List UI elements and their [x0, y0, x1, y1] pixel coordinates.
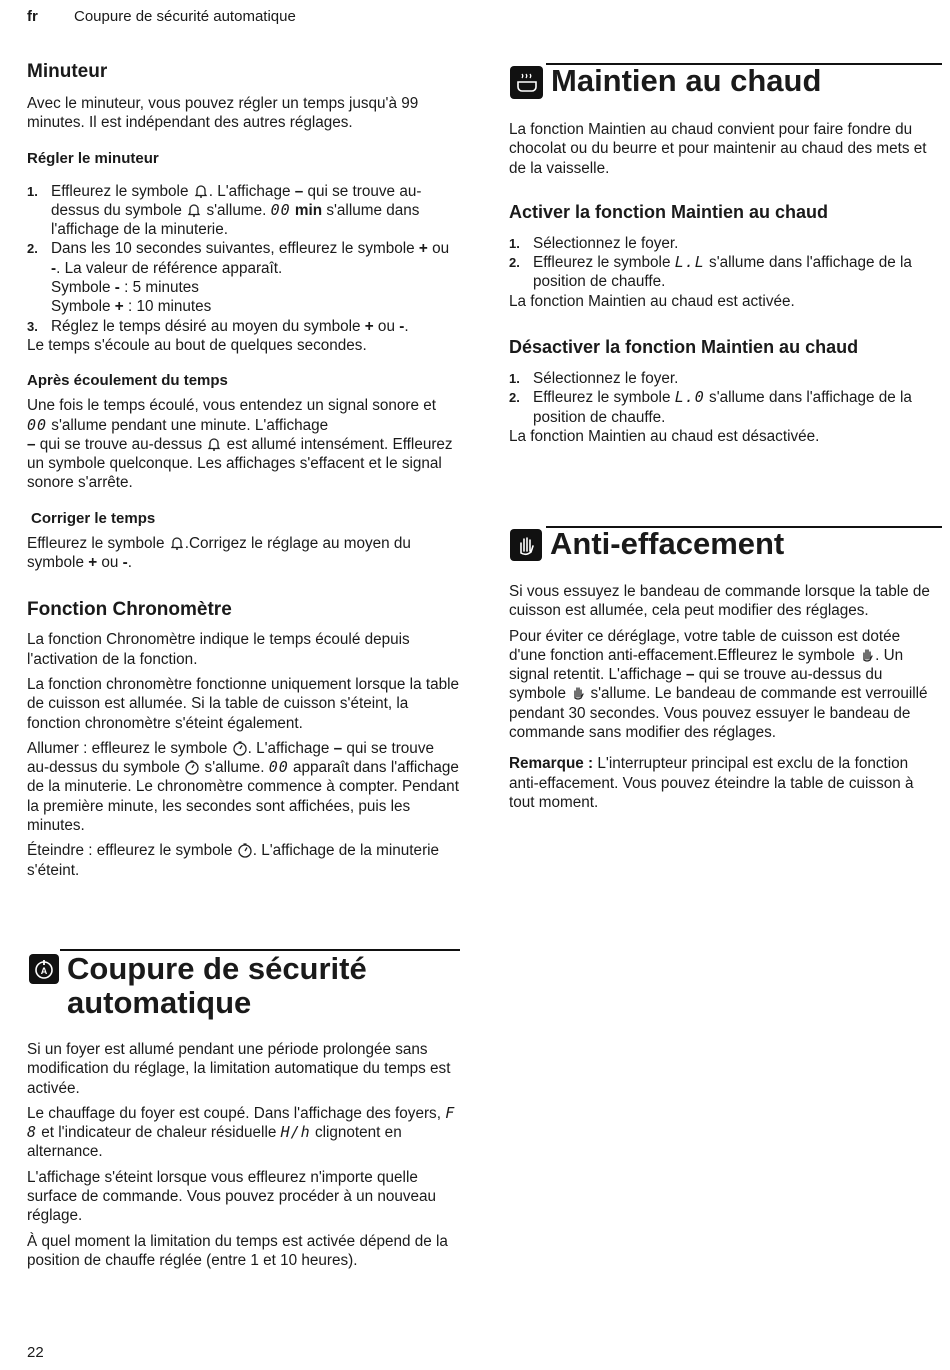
text: clignotent en alternance.	[27, 1124, 402, 1161]
step-text: .	[404, 317, 409, 335]
list-item	[27, 317, 459, 336]
auto-shutoff-icon	[29, 954, 59, 984]
corriger-text	[27, 534, 459, 573]
text: L'interrupteur principal est exclu de la fonction anti-effacement. Vous pouvez éteindre la table de cuisson à tout moment.	[509, 755, 914, 811]
bell-icon	[186, 202, 202, 218]
bell-icon	[193, 183, 209, 199]
step-text: . La valeur de référence apparaît.	[56, 259, 283, 277]
text: et l'indicateur de chaleur résiduelle	[37, 1124, 281, 1142]
stopwatch-icon	[184, 759, 200, 775]
activer-steps	[509, 234, 941, 292]
coupure-p1: Si un foyer est allumé pendant une période prolongée sans modification du réglage, la limitation automatique du temps est activée.	[27, 1041, 451, 1097]
text: Éteindre : effleurez le symbole	[27, 842, 237, 860]
title-line: Coupure de sécurité	[67, 951, 367, 986]
chrono-p2: La fonction chronomètre fonctionne uniquement lorsque la table de cuisson est allumée. Si la table de cuisson s'éteint, la fonction chronomètre s'éteint également.	[27, 675, 459, 732]
maintien-heading	[510, 64, 821, 99]
list-item	[509, 234, 941, 253]
list-item	[509, 253, 941, 292]
step-text: Effleurez le symbole	[533, 254, 675, 272]
coupure-p3: L'affichage s'éteint lorsque vous effleurez n'importe quelle surface de commande. Vous pouvez procéder à un nouveau réglage.	[27, 1168, 437, 1225]
min-label: min	[290, 201, 323, 219]
minus-symbol: -	[114, 279, 120, 297]
maintien-intro: La fonction Maintien au chaud convient pour faire fondre du chocolat ou du beurre et pour maintenir au chaud des mets et de la vaisselle.	[509, 121, 927, 177]
language-code: fr	[27, 8, 38, 25]
anti-title: Anti-effacement	[550, 526, 785, 561]
text: Allumer : effleurez le symbole	[27, 739, 232, 757]
chrono-p1: La fonction Chronomètre indique le temps écoulé depuis l'activation de la fonction.	[27, 631, 410, 668]
step-number: 3.	[27, 318, 38, 334]
bell-icon	[206, 436, 222, 452]
dash-indicator: –	[294, 182, 304, 200]
maintien-title: Maintien au chaud	[551, 63, 822, 98]
step-text: s'allume dans l'affichage de la position de chauffe.	[533, 389, 912, 426]
dash-indicator: –	[333, 739, 343, 757]
plus-symbol: +	[114, 298, 124, 316]
plus-symbol: +	[88, 554, 98, 572]
step-text: s'allume dans l'affichage de la minuterie.	[51, 201, 420, 239]
step-text: Sélectionnez le foyer.	[533, 234, 679, 252]
text: . Un signal retentit. L'affichage	[509, 646, 904, 684]
desactiver-heading: Désactiver la fonction Maintien au chaud	[509, 337, 859, 358]
plus-symbol: +	[364, 317, 374, 335]
left-column	[27, 60, 459, 880]
dash-indicator: –	[27, 435, 36, 453]
text: qui se trouve au-dessus	[35, 435, 207, 453]
segment-display: 00	[27, 415, 48, 434]
text: s'allume pendant une minute. L'affichage	[47, 416, 329, 434]
segment-display: L.L	[674, 253, 705, 272]
dash-indicator: –	[685, 666, 695, 684]
step-text: ou	[427, 240, 450, 258]
step-text: Sélectionnez le foyer.	[533, 370, 679, 388]
anti-body	[509, 582, 941, 812]
corriger-heading: Corriger le temps	[31, 509, 156, 527]
chrono-heading: Fonction Chronomètre	[27, 599, 232, 621]
step-text: : 5 minutes	[119, 279, 199, 297]
step-text: Effleurez le symbole	[51, 182, 193, 200]
segment-display: 00	[270, 200, 291, 219]
stopwatch-icon	[232, 740, 248, 756]
step-text: s'allume dans l'affichage de la position de chauffe.	[533, 254, 912, 291]
step-text: . L'affichage	[208, 182, 295, 200]
regler-heading: Régler le minuteur	[27, 149, 159, 167]
step-number: 2.	[509, 255, 520, 271]
desactiver-steps	[509, 369, 941, 427]
step-number: 1.	[27, 183, 38, 199]
text: .Corrigez le réglage au moyen du symbole	[27, 534, 411, 572]
title-line: automatique	[67, 985, 252, 1020]
step-text: qui se trouve au-dessus du symbole	[51, 182, 422, 219]
apres-heading: Après écoulement du temps	[27, 372, 228, 390]
step-text: s'allume.	[202, 201, 271, 219]
step-number: 1.	[509, 371, 520, 387]
list-item	[27, 239, 459, 316]
anti-remarque	[509, 754, 941, 812]
list-item	[509, 388, 941, 427]
page-number: 22	[27, 1344, 44, 1361]
keep-warm-icon	[510, 66, 543, 99]
text: . L'affichage de la minuterie s'éteint.	[27, 842, 440, 879]
activer-heading: Activer la fonction Maintien au chaud	[509, 201, 829, 222]
chrono-p3	[27, 739, 459, 835]
stopwatch-icon	[237, 842, 253, 858]
anti-p1: Si vous essuyez le bandeau de commande lorsque la table de cuisson est allumée, cela peut modifier des réglages.	[509, 583, 930, 620]
text: qui se trouve au-dessus du symbole	[27, 739, 434, 777]
anti-p2	[509, 627, 941, 743]
segment-display: L.0	[674, 388, 705, 407]
text: est allumé intensément. Effleurez un symbole quelconque. Les affichages s'effacent et le signal sonore s'arrête.	[27, 435, 453, 492]
step-text: ou	[373, 317, 400, 335]
segment-display: H/h	[280, 1123, 311, 1142]
minus-symbol: -	[51, 259, 57, 277]
text: s'allume. Le bandeau de commande est verrouillé pendant 30 secondes. Vous pouvez essuyer le bandeau de commande sans modifier des réglages.	[509, 685, 928, 742]
step-text: Réglez le temps désiré au moyen du symbole	[51, 317, 365, 335]
text: Effleurez le symbole	[27, 534, 169, 552]
regler-after: Le temps s'écoule au bout de quelques secondes.	[27, 336, 367, 354]
apres-text	[27, 396, 459, 492]
coupure-p4: À quel moment la limitation du temps est activée dépend de la position de chauffe réglée (entre 1 et 10 heures).	[27, 1232, 448, 1269]
coupure-title	[67, 952, 367, 1020]
text: apparaît dans l'affichage de la minuterie. Le chronomètre commence à compter. Pendant la première minute, les secondes sont affichées, puis les minutes.	[27, 759, 459, 835]
step-text: Symbole	[51, 298, 115, 316]
regler-steps	[27, 182, 459, 336]
step-number: 2.	[27, 241, 38, 257]
minuteur-heading: Minuteur	[27, 61, 108, 82]
text: ou	[97, 554, 123, 572]
list-item	[27, 182, 459, 240]
plus-symbol: +	[418, 240, 428, 258]
desactiver-after: La fonction Maintien au chaud est désactivée.	[509, 427, 820, 445]
text: .	[127, 554, 133, 572]
step-text: Effleurez le symbole	[533, 389, 675, 407]
activer-after: La fonction Maintien au chaud est activée.	[509, 292, 795, 310]
segment-display: F 8	[27, 1103, 456, 1142]
minus-symbol: -	[122, 554, 128, 572]
minus-symbol: -	[399, 317, 405, 335]
segment-display: 00	[268, 758, 289, 777]
hand-icon	[570, 685, 586, 701]
right-column	[509, 120, 941, 446]
wipe-protection-icon	[510, 529, 542, 561]
svg-text:A: A	[40, 966, 48, 976]
text: qui se trouve au-dessus du symbole	[509, 666, 883, 703]
bell-icon	[169, 535, 185, 551]
minuteur-intro: Avec le minuteur, vous pouvez régler un temps jusqu'à 99 minutes. Il est indépendant des autres réglages.	[27, 95, 419, 132]
coupure-p2	[27, 1104, 459, 1162]
text: Le chauffage du foyer est coupé. Dans l'affichage des foyers,	[27, 1104, 446, 1122]
coupure-body	[27, 1040, 459, 1270]
chrono-p4	[27, 841, 459, 880]
list-item	[509, 369, 941, 388]
step-text: : 10 minutes	[123, 298, 212, 316]
text: Pour éviter ce déréglage, votre table de cuisson est dotée d'une fonction anti-effacement.Effleurez le symbole	[509, 627, 901, 664]
step-number: 1.	[509, 235, 520, 251]
text: . L'affichage	[247, 739, 334, 757]
step-number: 2.	[509, 390, 520, 406]
coupure-heading	[29, 952, 367, 1020]
running-header: Coupure de sécurité automatique	[74, 8, 296, 25]
remarque-label: Remarque :	[509, 755, 594, 773]
text: s'allume.	[200, 759, 269, 777]
anti-heading	[510, 527, 784, 561]
step-text: Dans les 10 secondes suivantes, effleurez le symbole	[51, 240, 419, 258]
text: Une fois le temps écoulé, vous entendez un signal sonore et	[27, 397, 437, 415]
step-text: Symbole	[51, 279, 115, 297]
hand-icon	[859, 647, 875, 663]
